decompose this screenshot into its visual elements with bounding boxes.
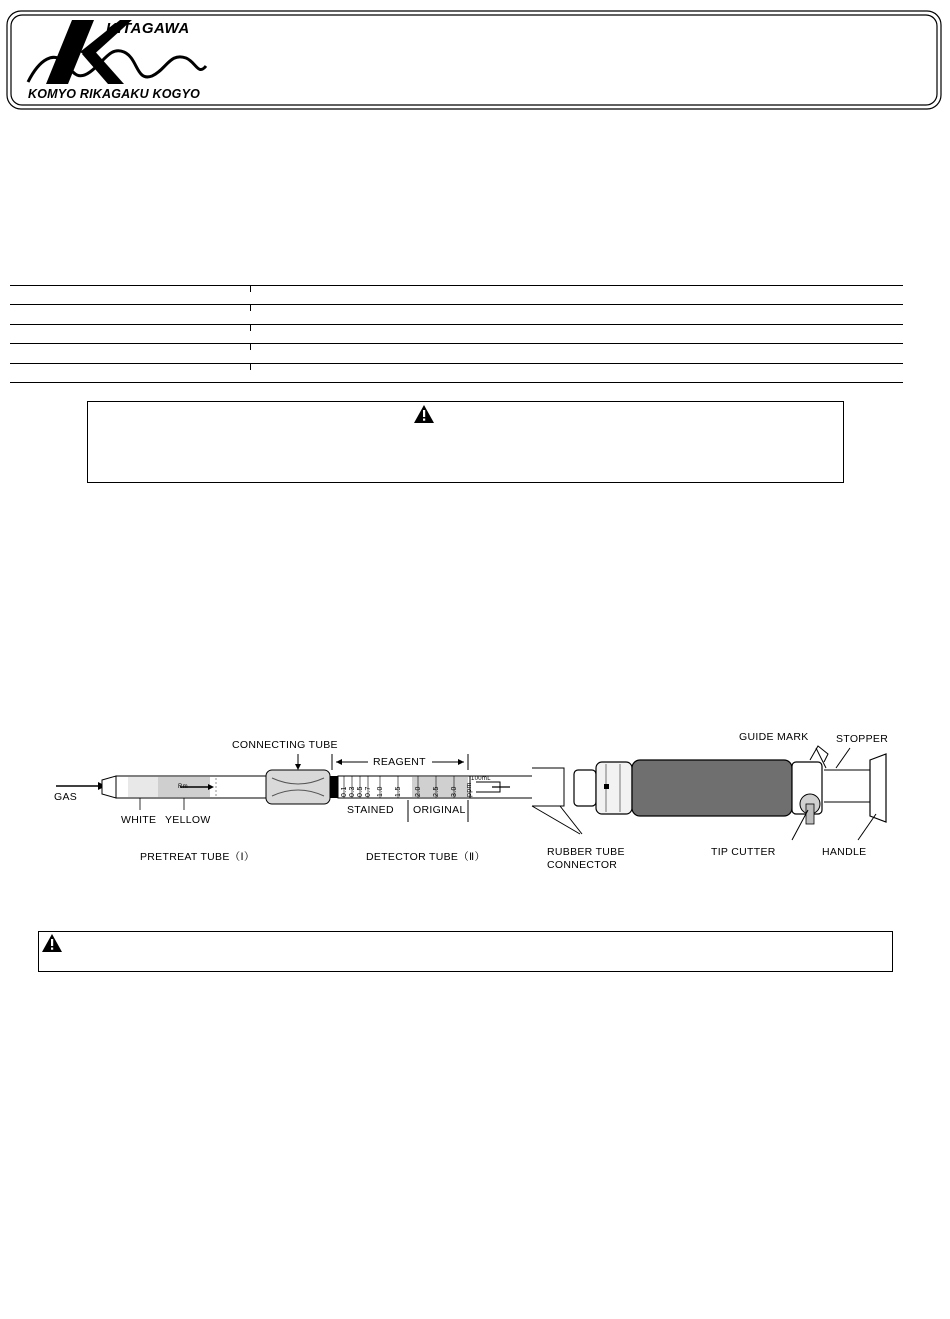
warning-box bbox=[87, 401, 844, 483]
scale-value: 2.5 bbox=[433, 786, 440, 797]
scale-value: 3.0 bbox=[451, 786, 458, 797]
guide-mark-label: GUIDE MARK bbox=[739, 731, 809, 743]
reagent-label: REAGENT bbox=[373, 756, 426, 768]
scale-value: 0.1 bbox=[341, 786, 348, 797]
gas-sampling-pump bbox=[574, 746, 886, 824]
handle-label: HANDLE bbox=[822, 846, 867, 858]
table-divider bbox=[250, 286, 251, 292]
table-divider bbox=[250, 344, 251, 350]
table-rule bbox=[10, 304, 903, 305]
pretreat-tube-label: PRETREAT TUBE（Ⅰ） bbox=[140, 851, 255, 863]
table-divider bbox=[250, 325, 251, 331]
connecting-tube bbox=[266, 754, 330, 804]
table-divider bbox=[250, 364, 251, 370]
connecting-tube-label: CONNECTING TUBE bbox=[232, 739, 338, 751]
yellow-label: YELLOW bbox=[165, 814, 211, 826]
table-divider bbox=[250, 305, 251, 311]
table-rule bbox=[10, 382, 903, 383]
gas-label: GAS bbox=[54, 791, 78, 803]
detector-tube-label: DETECTOR TUBE（Ⅱ） bbox=[366, 851, 486, 863]
stained-label: STAINED bbox=[347, 804, 394, 816]
scale-value: 0.7 bbox=[365, 786, 372, 797]
company-name: KOMYO RIKAGAKU KOGYO bbox=[28, 87, 201, 101]
scale-value: 1.5 bbox=[395, 786, 402, 797]
original-label: ORIGINAL bbox=[413, 804, 466, 816]
table-rule bbox=[10, 363, 903, 364]
tip-cutter-label: TIP CUTTER bbox=[711, 846, 776, 858]
scale-value: 0.3 bbox=[349, 786, 356, 797]
scale-value: 1.0 bbox=[377, 786, 384, 797]
table-rule bbox=[10, 343, 903, 344]
brand-name: KITAGAWA bbox=[106, 20, 190, 37]
tube-mark: Rm bbox=[178, 784, 188, 790]
scale-value: ppm bbox=[466, 782, 473, 797]
table-rule bbox=[10, 324, 903, 325]
scale-value: 2.0 bbox=[415, 786, 422, 797]
table-rule bbox=[10, 285, 903, 286]
white-label: WHITE bbox=[121, 814, 157, 826]
volume-mark: 100mL bbox=[471, 776, 491, 782]
warning-triangle-icon bbox=[413, 404, 435, 424]
warning-triangle-icon bbox=[41, 933, 63, 953]
caution-box bbox=[38, 931, 893, 972]
rubber-tube-label: RUBBER TUBE bbox=[547, 846, 625, 858]
connector-label: CONNECTOR bbox=[547, 859, 618, 871]
scale-value: 0.5 bbox=[357, 786, 364, 797]
stopper-label: STOPPER bbox=[836, 733, 889, 745]
